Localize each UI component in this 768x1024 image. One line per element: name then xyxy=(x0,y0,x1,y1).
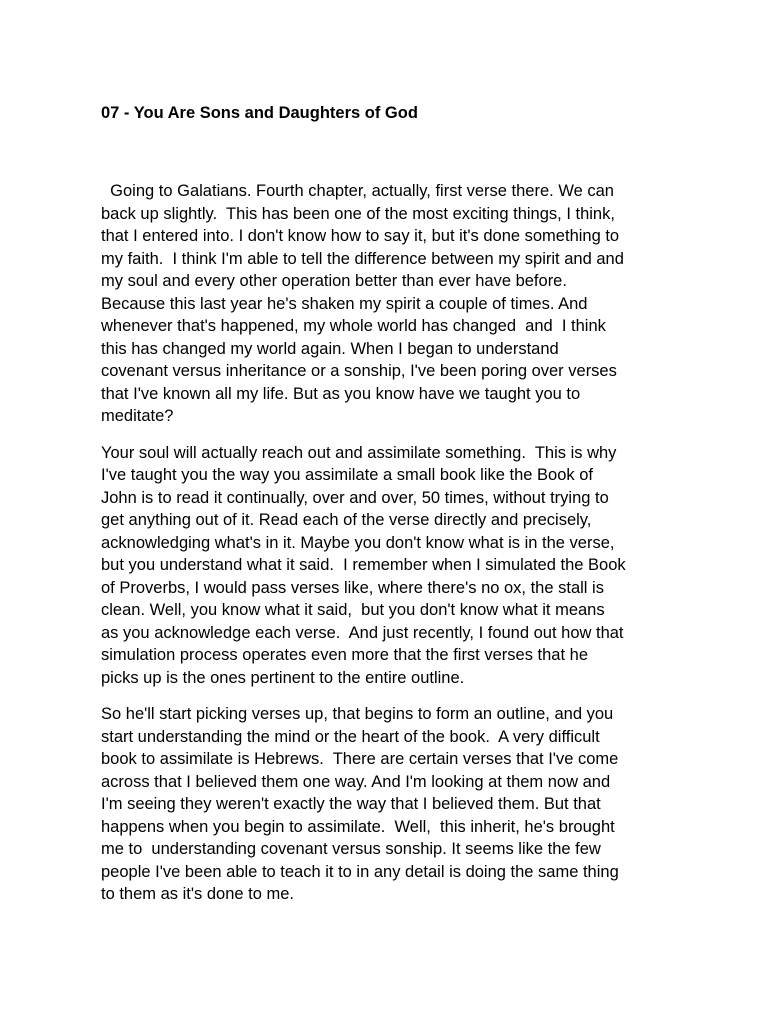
text-line: book to assimilate is Hebrews. There are certain verses that I've come xyxy=(101,750,619,768)
text-line: get anything out of it. Read each of the verse directly and precisely, xyxy=(101,511,592,529)
text-line: to them as it's done to me. xyxy=(101,885,294,903)
text-line: meditate? xyxy=(101,407,174,425)
text-line: Going to Galatians. Fourth chapter, actually, first verse there. We can xyxy=(101,182,614,200)
paragraph-1 xyxy=(101,180,691,428)
text-line: this has changed my world again. When I began to understand xyxy=(101,339,559,358)
text-line: John is to read it continually, over and over, 50 times, without trying to xyxy=(101,488,609,507)
text-line: whenever that's happened, my whole world has changed and I think xyxy=(101,317,606,335)
page-title: 07 - You Are Sons and Daughters of God xyxy=(101,104,418,122)
text-line: people I've been able to teach it to in any detail is doing the same thing xyxy=(101,862,619,881)
text-line: So he'll start picking verses up, that begins to form an outline, and you xyxy=(101,705,614,723)
text-line: Your soul will actually reach out and assimilate something. This is why xyxy=(101,443,617,462)
text-line: clean. Well, you know what it said, but you don't know what it means xyxy=(101,601,605,619)
text-line: acknowledging what's in it. Maybe you don't know what is in the verse, xyxy=(101,533,615,552)
text-line: Because this last year he's shaken my spirit a couple of times. And xyxy=(101,294,588,313)
text-line: happens when you begin to assimilate. Well, this inherit, he's brought xyxy=(101,817,615,836)
text-line: back up slightly. This has been one of the most exciting things, I think, xyxy=(101,204,615,223)
text-line: that I've known all my life. But as you know have we taught you to xyxy=(101,384,581,403)
text-line: my soul and every other operation better than ever have before. xyxy=(101,272,567,290)
text-line: I'm seeing they weren't exactly the way that I believed them. But that xyxy=(101,795,601,813)
text-line: simulation process operates even more that the first verses that he xyxy=(101,646,588,664)
document-body xyxy=(101,180,691,920)
text-line: picks up is the ones pertinent to the entire outline. xyxy=(101,668,465,687)
text-line: my faith. I think I'm able to tell the difference between my spirit and and xyxy=(101,249,624,268)
text-line: I've taught you the way you assimilate a small book like the Book of xyxy=(101,466,593,484)
paragraph-3 xyxy=(101,703,691,906)
text-line: that I entered into. I don't know how to say it, but it's done something to xyxy=(101,227,620,245)
text-line: across that I believed them one way. And I'm looking at them now and xyxy=(101,772,611,791)
paragraph-2 xyxy=(101,442,691,690)
text-line: of Proverbs, I would pass verses like, where there's no ox, the stall is xyxy=(101,578,604,597)
text-line: as you acknowledge each verse. And just recently, I found out how that xyxy=(101,623,624,642)
text-line: start understanding the mind or the heart of the book. A very difficult xyxy=(101,727,600,746)
text-line: me to understanding covenant versus sonship. It seems like the few xyxy=(101,840,601,858)
text-line: covenant versus inheritance or a sonship, I've been poring over verses xyxy=(101,362,617,380)
text-line: but you understand what it said. I remember when I simulated the Book xyxy=(101,556,626,574)
